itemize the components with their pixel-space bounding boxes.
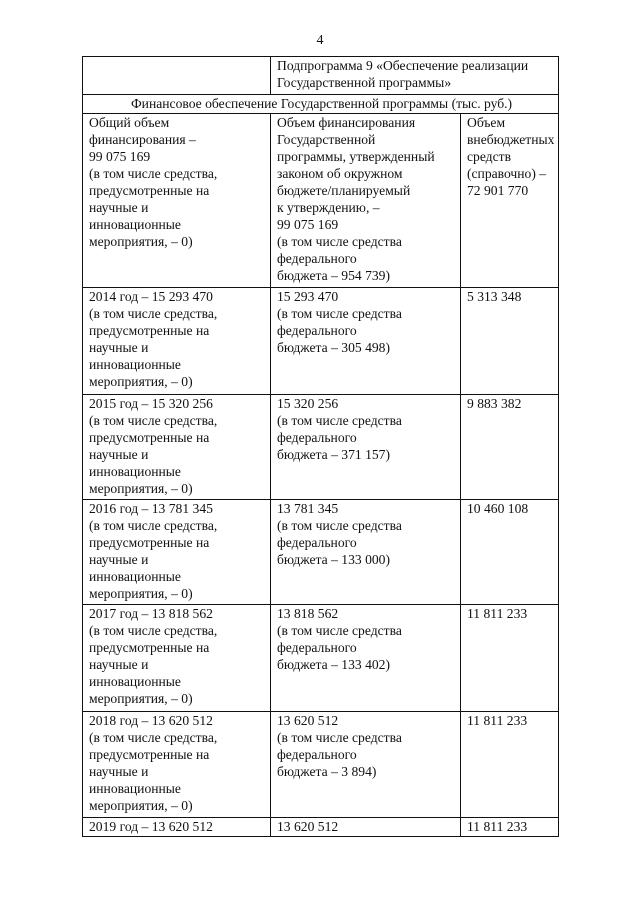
year-law: 13 818 562 (в том числе средства федерального бюджета – 133 402): [271, 605, 461, 712]
year-extra: 11 811 233: [461, 712, 559, 818]
year-row-2018: [83, 712, 559, 818]
year-extra: 10 460 108: [461, 500, 559, 605]
year-row-2017: [83, 605, 559, 712]
year-total: 2018 год – 13 620 512 (в том числе средства, предусмотренные на научные и инновационные мероприятия, – 0): [83, 712, 271, 818]
page-number: 4: [316, 33, 324, 48]
year-row-2014: [83, 288, 559, 395]
year-extra: 9 883 382: [461, 395, 559, 500]
subprogram-title: Подпрограмма 9 «Обеспечение реализации Государственной программы»: [271, 57, 559, 95]
summary-total: Общий объем финансирования – 99 075 169 (в том числе средства, предусмотренные на научные и инновационные мероприятия, – 0): [83, 114, 271, 288]
year-total: 2014 год – 15 293 470 (в том числе средства, предусмотренные на научные и инновационные мероприятия, – 0): [83, 288, 271, 395]
year-extra: 11 811 233: [461, 818, 559, 837]
year-law: 15 320 256 (в том числе средства федерального бюджета – 371 157): [271, 395, 461, 500]
summary-law: Объем финансирования Государственной программы, утвержденный законом об окружном бюджете/планируемый к утверждению, – 99 075 169 (в том числе средства федерального бюджета – 954 739): [271, 114, 461, 288]
year-law: 13 620 512: [271, 818, 461, 837]
subprogram-row: [83, 57, 559, 95]
year-extra: 5 313 348: [461, 288, 559, 395]
year-row-2015: [83, 395, 559, 500]
year-law: 13 620 512 (в том числе средства федерального бюджета – 3 894): [271, 712, 461, 818]
year-total: 2016 год – 13 781 345 (в том числе средства, предусмотренные на научные и инновационные мероприятия, – 0): [83, 500, 271, 605]
year-row-2019: [83, 818, 559, 837]
year-law: 13 781 345 (в том числе средства федерального бюджета – 133 000): [271, 500, 461, 605]
year-total: 2019 год – 13 620 512: [83, 818, 271, 837]
financing-heading: Финансовое обеспечение Государственной программы (тыс. руб.): [83, 95, 559, 114]
financing-table: [82, 56, 559, 837]
year-row-2016: [83, 500, 559, 605]
year-extra: 11 811 233: [461, 605, 559, 712]
subprogram-empty-cell: [83, 57, 271, 95]
financing-heading-row: [83, 95, 559, 114]
year-total: 2015 год – 15 320 256 (в том числе средства, предусмотренные на научные и инновационные мероприятия, – 0): [83, 395, 271, 500]
summary-extra: Объем внебюджетных средств (справочно) – 72 901 770: [461, 114, 559, 288]
year-total: 2017 год – 13 818 562 (в том числе средства, предусмотренные на научные и инновационные мероприятия, – 0): [83, 605, 271, 712]
year-law: 15 293 470 (в том числе средства федерального бюджета – 305 498): [271, 288, 461, 395]
summary-row: [83, 114, 559, 288]
